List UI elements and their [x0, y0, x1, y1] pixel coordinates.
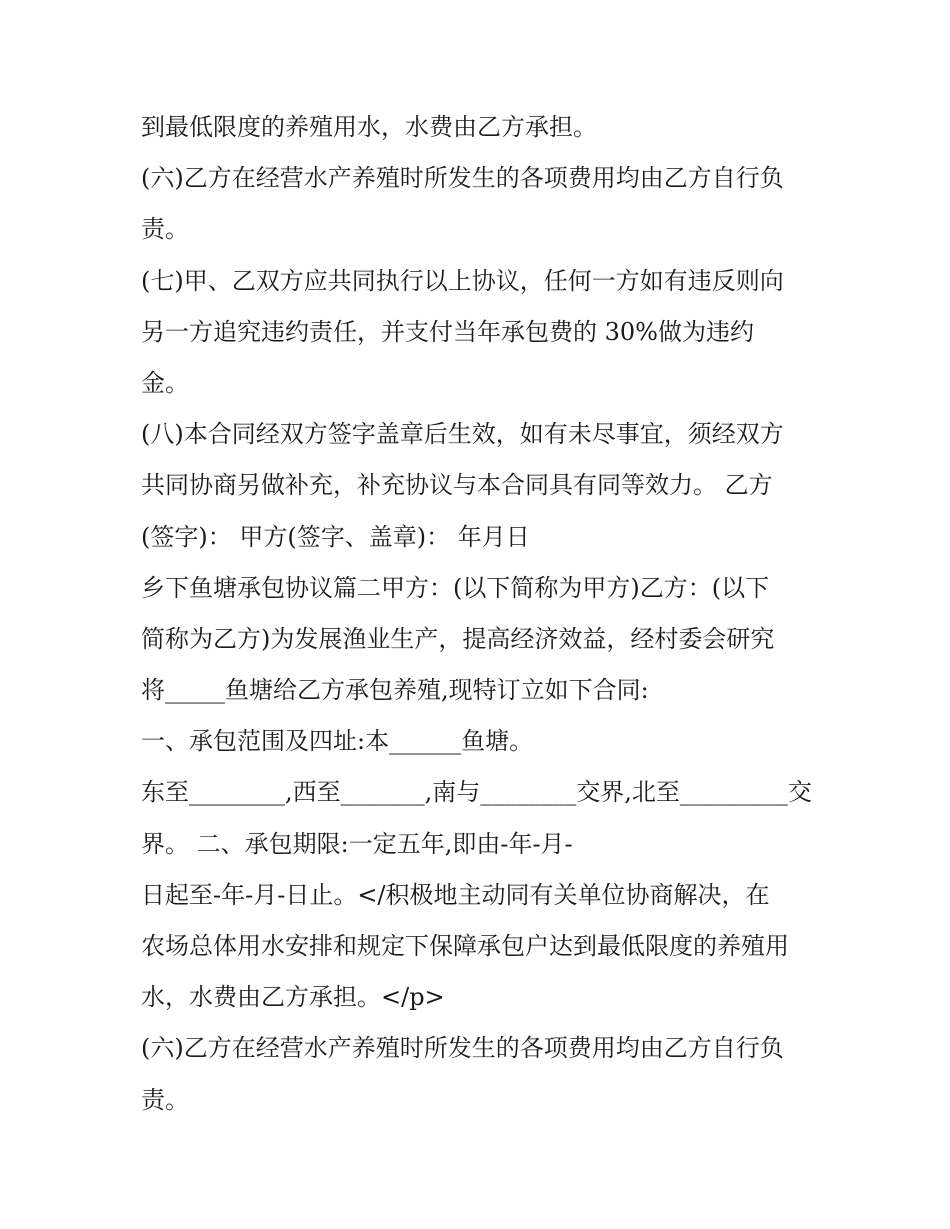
text-line: 责。 — [141, 1085, 189, 1114]
text-line: (八)本合同经双方签字盖章后生效，如有未尽事宜，须经双方 — [141, 420, 784, 449]
text-line: 界。 二、承包期限:一定五年,即由-年-月- — [141, 829, 573, 858]
text-line: 一、承包范围及四址:本______鱼塘。 — [141, 727, 534, 756]
text-line: 另一方追究违约责任，并支付当年承包费的 30%做为违约 — [141, 317, 754, 346]
text-line: 责。 — [141, 215, 189, 244]
text-line: 东至________,西至_______,南与________交界,北至_________交 — [141, 778, 812, 807]
text-line: 日起至-年-月-日止。</积极地主动同有关单位协商解决，在 — [141, 880, 770, 909]
text-line: 将_____鱼塘给乙方承包养殖,现特订立如下合同: — [141, 676, 649, 705]
text-line: (六)乙方在经营水产养殖时所发生的各项费用均由乙方自行负 — [141, 1034, 784, 1063]
text-line: (七)甲、乙双方应共同执行以上协议，任何一方如有违反则向 — [141, 266, 784, 295]
text-line: 金。 — [141, 368, 189, 397]
text-line: 共同协商另做补充，补充协议与本合同具有同等效力。 乙方 — [141, 471, 773, 500]
text-line: 到最低限度的养殖用水，水费由乙方承担。 — [141, 113, 597, 141]
text-line: 简称为乙方)为发展渔业生产，提高经济效益，经村委会研究 — [141, 624, 775, 653]
text-line: (六)乙方在经营水产养殖时所发生的各项费用均由乙方自行负 — [141, 164, 784, 193]
text-line: 乡下鱼塘承包协议篇二甲方：(以下简称为甲方)乙方：(以下 — [141, 573, 770, 602]
text-line: (签字)： 甲方(签字、盖章)： 年月日 — [141, 522, 530, 551]
text-line: 水，水费由乙方承担。</p> — [141, 983, 445, 1012]
document-body — [141, 102, 821, 1126]
text-line: 农场总体用水安排和规定下保障承包户达到最低限度的养殖用 — [141, 932, 789, 960]
